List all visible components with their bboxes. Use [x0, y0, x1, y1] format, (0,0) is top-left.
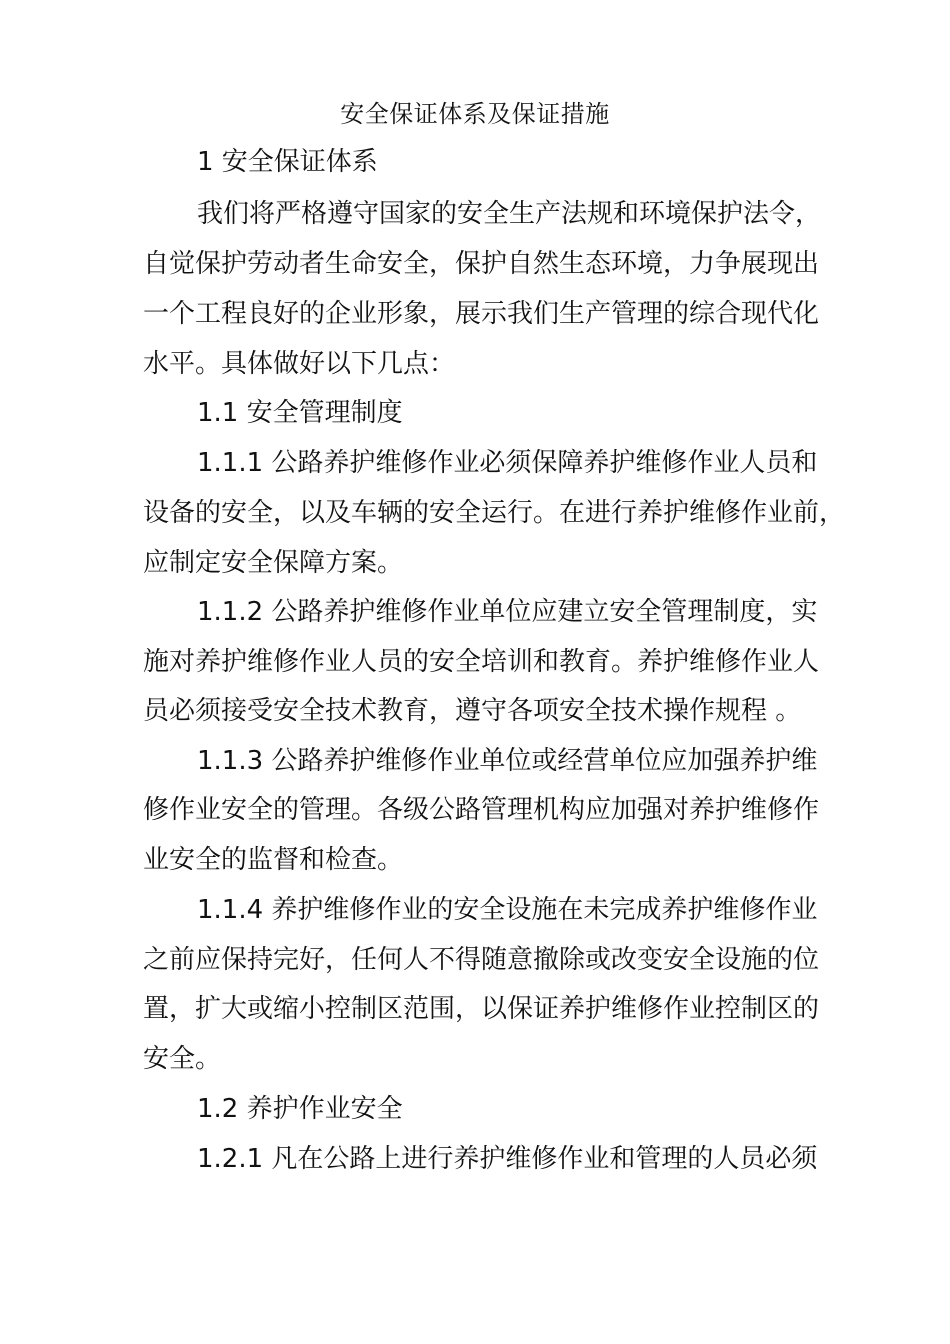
paragraph-line: 1.1.2 公路养护维修作业单位应建立安全管理制度，实 [197, 597, 818, 627]
paragraph-line: 业安全的监督和检查。 [143, 845, 404, 875]
paragraph-line: 自觉保护劳动者生命安全，保护自然生态环境，力争展现出 [143, 249, 820, 279]
subsection-heading: 1.2 养护作业安全 [197, 1094, 403, 1124]
paragraph-line: 一个工程良好的企业形象，展示我们生产管理的综合现代化 [143, 299, 820, 329]
paragraph-line: 员必须接受安全技术教育，遵守各项安全技术操作规程 。 [143, 696, 802, 726]
paragraph-line: 1.2.1 凡在公路上进行养护维修作业和管理的人员必须 [197, 1144, 818, 1174]
paragraph-line: 水平。具体做好以下几点： [143, 349, 456, 379]
document-title: 安全保证体系及保证措施 [340, 100, 610, 128]
paragraph-line: 置，扩大或缩小控制区范围，以保证养护维修作业控制区的 [143, 994, 820, 1024]
paragraph-line: 应制定安全保障方案。 [143, 548, 404, 578]
paragraph-line: 1.1.4 养护维修作业的安全设施在未完成养护维修作业 [197, 895, 818, 925]
paragraph-line: 施对养护维修作业人员的安全培训和教育。养护维修作业人 [143, 647, 820, 677]
paragraph-line: 1.1.1 公路养护维修作业必须保障养护维修作业人员和 [197, 448, 818, 478]
paragraph-line: 设备的安全，以及车辆的安全运行。在进行养护维修作业前， [143, 498, 846, 528]
section-heading: 1 安全保证体系 [197, 147, 378, 177]
paragraph-line: 1.1.3 公路养护维修作业单位或经营单位应加强养护维 [197, 746, 818, 776]
paragraph-line: 我们将严格遵守国家的安全生产法规和环境保护法令， [197, 199, 822, 229]
subsection-heading: 1.1 安全管理制度 [197, 398, 403, 428]
paragraph-line: 之前应保持完好，任何人不得随意撤除或改变安全设施的位 [143, 945, 820, 975]
paragraph-line: 修作业安全的管理。各级公路管理机构应加强对养护维修作 [143, 795, 820, 825]
paragraph-line: 安全。 [143, 1044, 222, 1074]
